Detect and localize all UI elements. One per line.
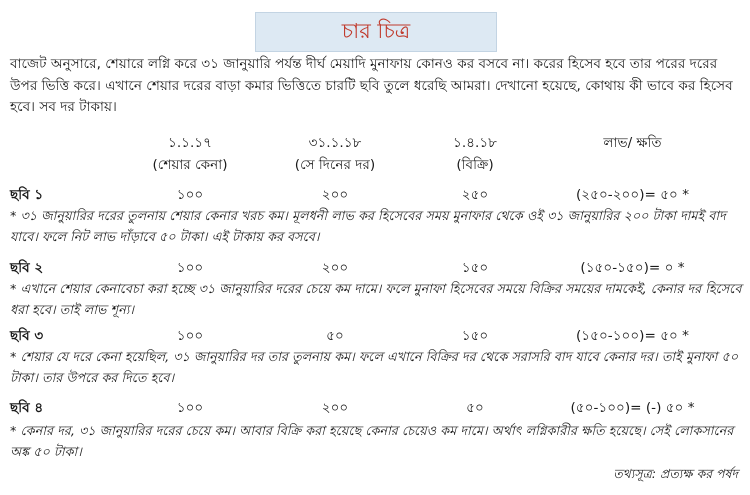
row-1-jan31-price: ২০০ [321, 187, 349, 203]
row-2-note: * এখানে শেয়ার কেনাবেচা করা হচ্ছে ৩১ জানুয়ারির দরের চেয়ে কম দামে। ফলে মুনাফা হিসেবের সময়ে বিক্রির সময়ের দামকেই, কেনার দর হিসেবে ধরা হবে। তাই লাভ শূন্য। [10, 282, 742, 318]
row-1-purchase-price: ১০০ [176, 187, 204, 203]
row-1-profit: (২৫০-২০০)= ৫০ * [575, 187, 689, 203]
page-title: চার চিত্র [341, 18, 411, 43]
row-4-profit: (৫০-১০০)= (-) ৫০ * [570, 400, 695, 416]
row-1-label: ছবি ১ [10, 187, 44, 203]
source-credit: তথ্যসূত্র: প্রত্যক্ষ কর পর্ষদ [613, 466, 738, 481]
row-3-sale-price: ১৫০ [461, 328, 489, 344]
col-header-jan31-date: ৩১.১.১৮ [308, 135, 362, 151]
row-1-note: * ৩১ জানুয়ারির দরের তুলনায় শেয়ার কেনার খরচ কম। মূলধনী লাভ কর হিসেবের সময় মুনাফার থেকে ওই ৩১ জানুয়ারির ২০০ টাকা দামই বাদ যাবে। ফলে নিট লাভ দাঁড়াবে ৫০ টাকা। এই টাকায় কর বসবে। [10, 209, 726, 245]
row-2-jan31-price: ২০০ [321, 260, 349, 276]
row-3-profit: (১৫০-১০০)= ৫০ * [576, 328, 689, 344]
row-4-note: * কেনার দর, ৩১ জানুয়ারির দরের চেয়ে কম। আবার বিক্রি করা হয়েছে কেনার চেয়েও কম দামে। অর্থাৎ লগ্নিকারীর ক্ষতি হয়েছে। সেই লোকসানের অঙ্ক ৫০ টাকা। [10, 424, 734, 460]
col-subheader-purchase: (শেয়ার কেনা) [152, 157, 228, 173]
title-banner [255, 12, 497, 52]
row-4-label: ছবি ৪ [10, 400, 44, 416]
row-2-purchase-price: ১০০ [176, 260, 204, 276]
row-4-purchase-price: ১০০ [176, 400, 204, 416]
col-subheader-jan31: (সে দিনের দর) [294, 157, 376, 173]
row-3-purchase-price: ১০০ [176, 328, 204, 344]
row-3-jan31-price: ৫০ [326, 328, 344, 344]
row-4-sale-price: ৫০ [466, 400, 484, 416]
intro-paragraph: বাজেট অনুসারে, শেয়ারে লগ্নি করে ৩১ জানুয়ারি পর্যন্ত দীর্ঘ মেয়াদি মুনাফায় কোনও কর বসবে না। করের হিসেব হবে তার পরের দরের উপর ভিত্তি করে। এখানে শেয়ার দরের বাড়া কমার ভিত্তিতে চারটি ছবি তুলে ধরেছি আমরা। দেখানো হয়েছে, কোথায় কী ভাবে কর হিসেব হবে। সব দর টাকায়। [10, 56, 733, 115]
row-2-label: ছবি ২ [10, 260, 44, 276]
row-2-profit: (১৫০-১৫০)= ০ * [580, 260, 685, 276]
col-header-sale-date: ১.৪.১৮ [453, 135, 497, 151]
row-2-sale-price: ১৫০ [461, 260, 489, 276]
row-3-note: * শেয়ার যে দরে কেনা হয়েছিল, ৩১ জানুয়ারির দর তার তুলনায় কম। ফলে এখানে বিক্রির দর থেকে সরাসরি বাদ যাবে কেনার দর। তাই মুনাফা ৫০ টাকা। তার উপরে কর দিতে হবে। [10, 350, 739, 386]
row-3-label: ছবি ৩ [10, 328, 44, 344]
row-4-jan31-price: ২০০ [321, 400, 349, 416]
col-subheader-sale: (বিক্রি) [456, 157, 494, 173]
col-header-profit-loss: লাভ/ ক্ষতি [603, 135, 662, 151]
row-1-sale-price: ২৫০ [461, 187, 489, 203]
col-header-purchase-date: ১.১.১৭ [168, 135, 212, 151]
